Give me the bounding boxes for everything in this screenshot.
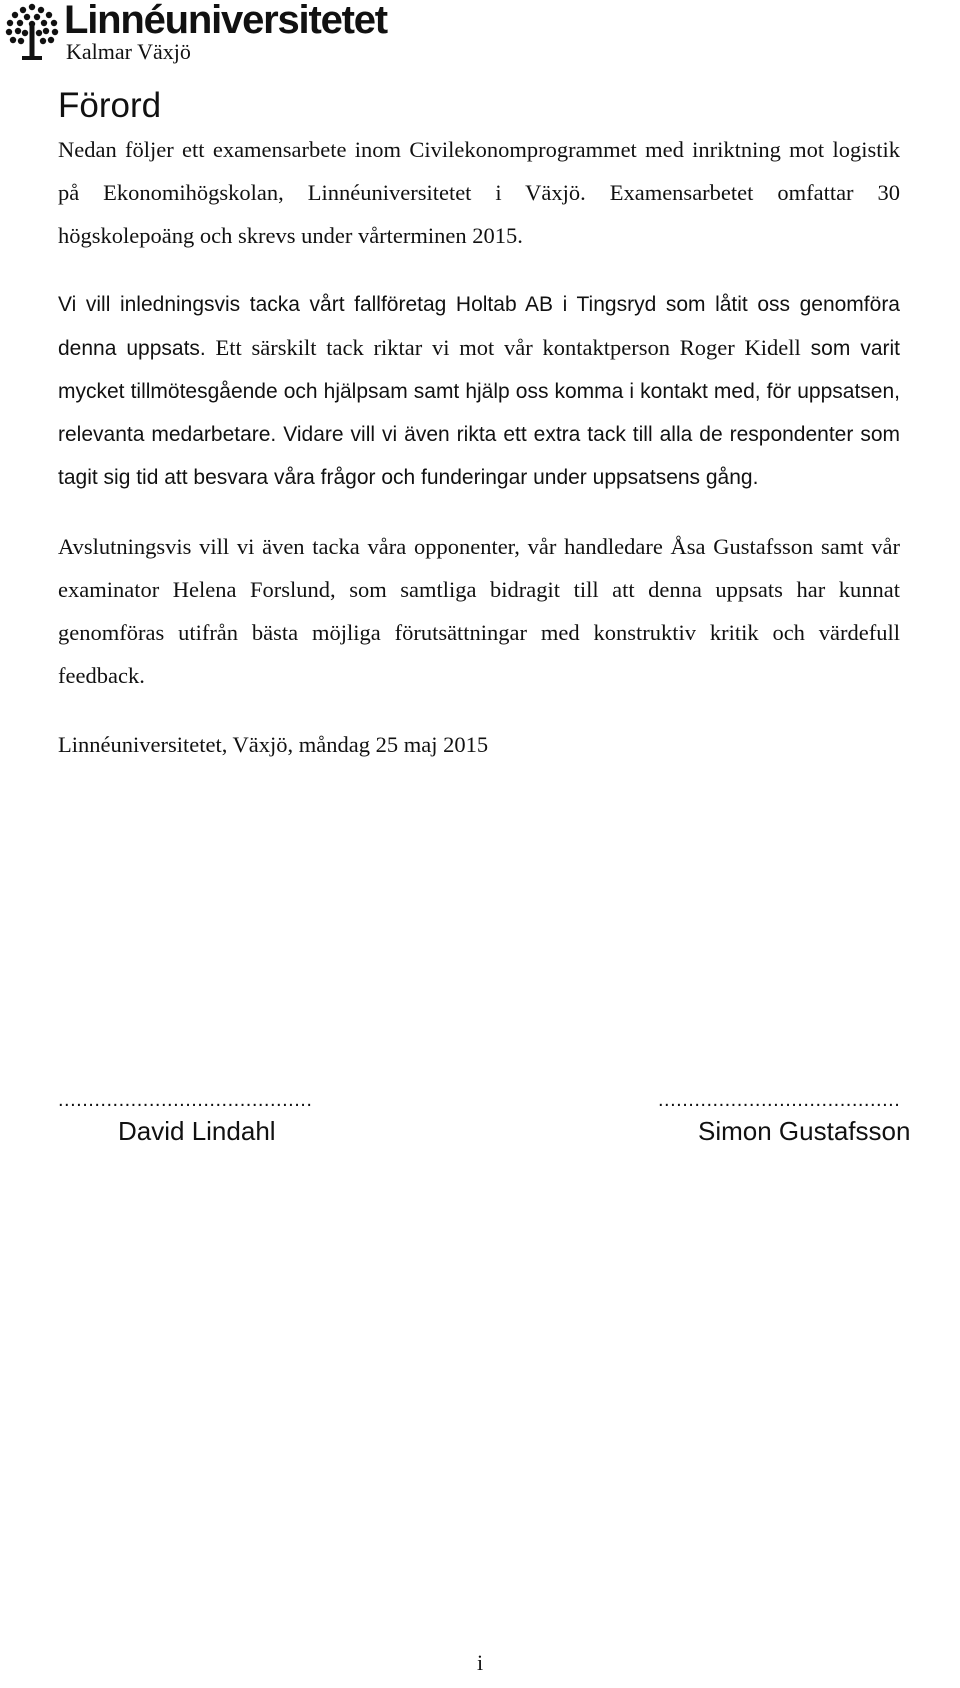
logo-subtitle: Kalmar Växjö [66, 39, 191, 64]
page-number: i [476, 1650, 484, 1675]
paragraph-thanks-part2: Ett särskilt tack riktar vi mot vår kontaktperson Roger Kidell [205, 335, 801, 360]
signature-left [58, 1088, 358, 1148]
paragraph-intro: Nedan följer ett examensarbete inom Civilekonomprogrammet med inriktning mot logistik på Ekonomihögskolan, Linnéuniversitetet i Växjö. Examensarbetet omfattar 30 högskolepoäng och skrevs under vårterminen 2015. [58, 137, 900, 248]
page-title: Förord [58, 86, 162, 125]
signature-line-right: ........................................ [658, 1089, 901, 1111]
signature-line-left: .......................................... [58, 1089, 313, 1111]
paragraph-thanks [58, 283, 900, 499]
paragraph-closing: Avslutningsvis vill vi även tacka våra opponenter, vår handledare Åsa Gustafsson samt vår examinator Helena Forslund, som samtliga bidragit till att denna uppsats har kunnat genomföras utifrån bästa möjliga förutsättningar med konstruktiv kritik och värdefull feedback. [58, 534, 900, 688]
paragraph-thanks-part3: som varit mycket tillmötesgående och hjälpsam samt hjälp oss komma i kontakt med, för uppsatsen, relevanta medarbetare. [58, 337, 900, 446]
paragraph-thanks-part1: Vi vill inledningsvis tacka vårt fallföretag Holtab AB i Tingsryd som låtit oss genomföra denna uppsats. [58, 293, 900, 360]
document-body [58, 84, 900, 766]
tree-logo-icon [4, 2, 60, 62]
signature-name-right: Simon Gustafsson [698, 1116, 911, 1146]
logo-wordmark: Linnéuniversitetet [64, 0, 387, 42]
paragraph-thanks-part4: Vidare vill vi även rikta ett extra tack till alla de respondenter som tagit sig tid att besvara våra frågor och funderingar under uppsatsens gång. [58, 423, 900, 489]
dateline: Linnéuniversitetet, Växjö, måndag 25 maj 2015 [58, 732, 489, 757]
university-logo [4, 0, 424, 70]
signature-right [658, 1088, 958, 1148]
signature-name-left: David Lindahl [118, 1116, 276, 1146]
